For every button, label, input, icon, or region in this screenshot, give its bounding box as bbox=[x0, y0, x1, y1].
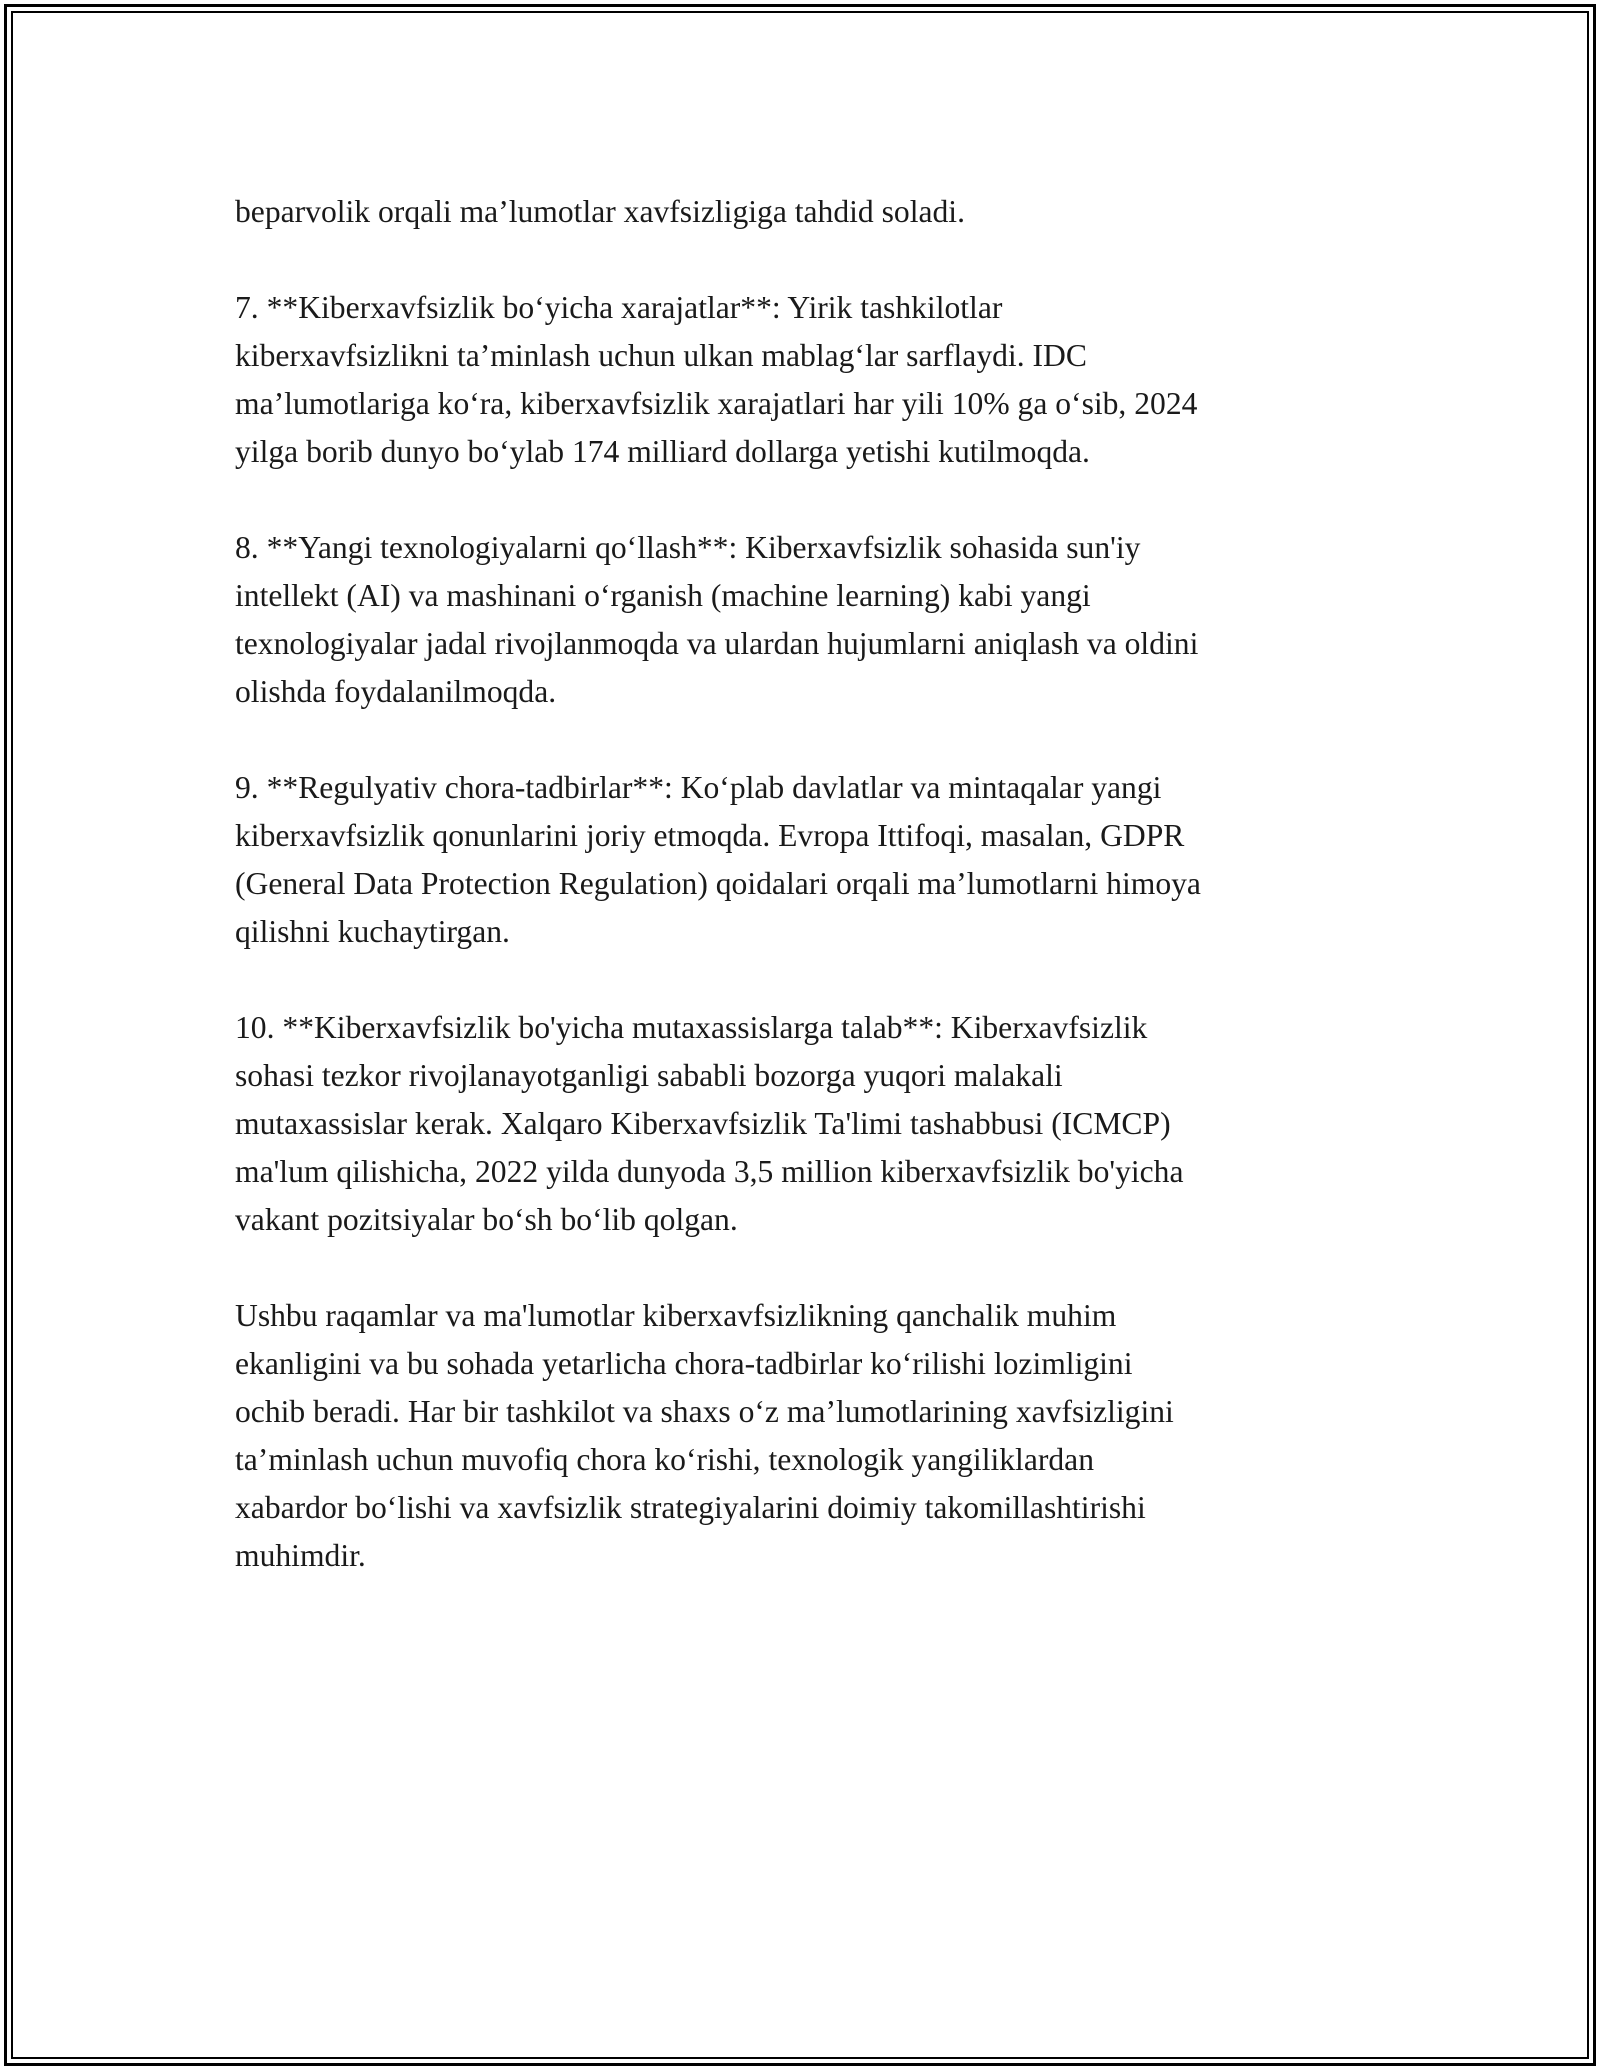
paragraph-conclusion: Ushbu raqamlar va ma'lumotlar kiberxavfsizlikning qanchalik muhim ekanligini va bu sohada yetarlicha chora-tadbirlar ko‘rilishi lozimligini ochib beradi. Har bir tashkilot va shaxs o‘z ma’lumotlarining xavfsizligini ta’minlash uchun muvofiq chora ko‘rishi, texnologik yangiliklardan xabardor bo‘lishi va xavfsizlik strategiyalarini doimiy takomillashtirishi muhimdir. bbox=[235, 1298, 1174, 1573]
paragraph-item-7: 7. **Kiberxavfsizlik bo‘yicha xarajatlar**: Yirik tashkilotlar kiberxavfsizlikni ta’minlash uchun ulkan mablag‘lar sarflaydi. IDC ma’lumotlariga ko‘ra, kiberxavfsizlik xarajatlari har yili 10% ga o‘sib, 2024 yilga borib dunyo bo‘ylab 174 milliard dollarga yetishi kutilmoqda. bbox=[235, 290, 1198, 469]
paragraph-continuation: beparvolik orqali ma’lumotlar xavfsizligiga tahdid soladi. bbox=[235, 194, 965, 229]
paragraph-item-10: 10. **Kiberxavfsizlik bo'yicha mutaxassislarga talab**: Kiberxavfsizlik sohasi tezkor rivojlanayotganligi sababli bozorga yuqori malakali mutaxassislar kerak. Xalqaro Kiberxavfsizlik Ta'limi tashabbusi (ICMCP) ma'lum qilishicha, 2022 yilda dunyoda 3,5 million kiberxavfsizlik bo'yicha vakant pozitsiyalar bo‘sh bo‘lib qolgan. bbox=[235, 1010, 1184, 1237]
document-body bbox=[235, 188, 1385, 1580]
paragraph-item-8: 8. **Yangi texnologiyalarni qo‘llash**: Kiberxavfsizlik sohasida sun'iy intellekt (AI) va mashinani o‘rganish (machine learning) kabi yangi texnologiyalar jadal rivojlanmoqda va ulardan hujumlarni aniqlash va oldini olishda foydalanilmoqda. bbox=[235, 530, 1199, 709]
paragraph-item-9: 9. **Regulyativ chora-tadbirlar**: Ko‘plab davlatlar va mintaqalar yangi kiberxavfsizlik qonunlarini joriy etmoqda. Evropa Ittifoqi, masalan, GDPR (General Data Protection Regulation) qoidalari orqali ma’lumotlarni himoya qilishni kuchaytirgan. bbox=[235, 770, 1201, 949]
